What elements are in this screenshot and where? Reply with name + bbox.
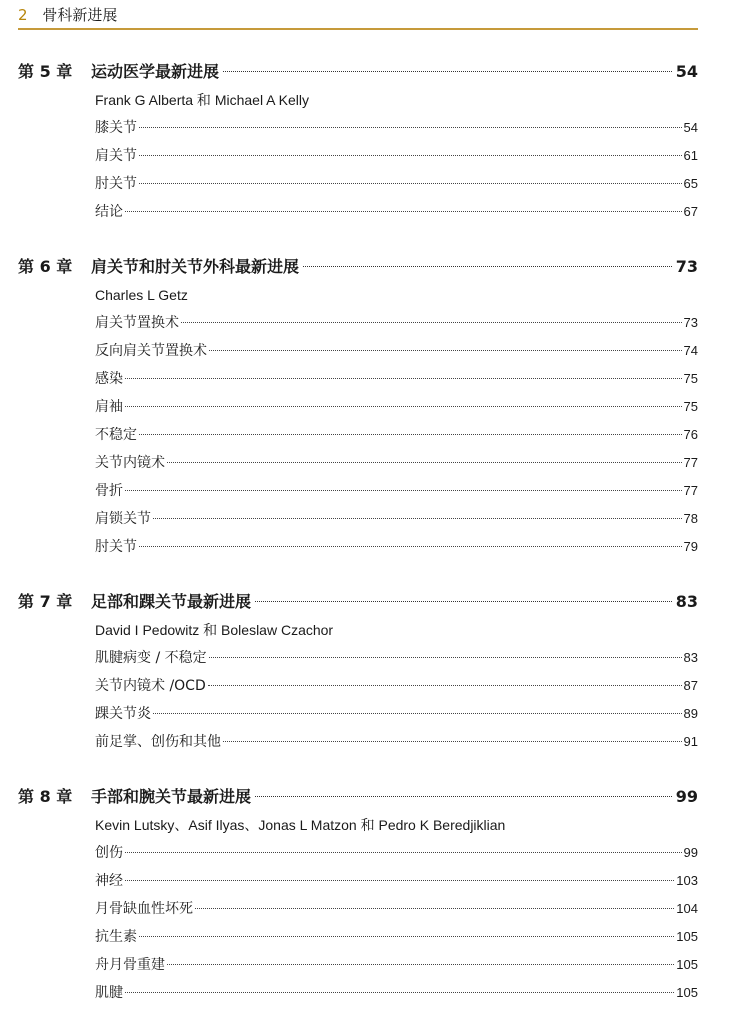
entry-title: 肘关节 bbox=[95, 176, 137, 192]
section-list bbox=[95, 644, 698, 756]
chapter-authors: Charles L Getz bbox=[95, 287, 188, 303]
entry-page-number: 61 bbox=[683, 148, 698, 163]
entry-title: 抗生素 bbox=[95, 929, 137, 945]
dot-leader bbox=[223, 71, 672, 72]
chapter-page-number: 83 bbox=[675, 592, 698, 611]
running-header bbox=[18, 4, 698, 28]
dot-leader bbox=[125, 852, 682, 853]
toc-entry[interactable] bbox=[95, 449, 698, 477]
toc-entry[interactable] bbox=[95, 477, 698, 505]
toc-entry[interactable] bbox=[95, 979, 698, 1007]
entry-page-number: 77 bbox=[683, 455, 698, 470]
entry-page-number: 105 bbox=[676, 929, 698, 944]
toc-entry[interactable] bbox=[95, 309, 698, 337]
chapter-authors: David I Pedowitz 和 Boleslaw Czachor bbox=[95, 622, 334, 638]
entry-page-number: 54 bbox=[683, 120, 698, 135]
entry-page-number: 105 bbox=[676, 985, 698, 1000]
dot-leader bbox=[255, 601, 672, 602]
chapter-label: 第 8 章 bbox=[18, 787, 73, 806]
entry-title: 关节内镜术 /OCD bbox=[95, 678, 206, 694]
dot-leader bbox=[153, 518, 682, 519]
entry-title: 创伤 bbox=[95, 845, 123, 861]
dot-leader bbox=[255, 796, 672, 797]
entry-title: 神经 bbox=[95, 873, 123, 889]
section-list bbox=[95, 114, 698, 226]
chapter-label: 第 5 章 bbox=[18, 62, 73, 81]
toc-entry[interactable] bbox=[95, 337, 698, 365]
chapter-5 bbox=[18, 58, 698, 226]
chapter-page-number: 99 bbox=[675, 787, 698, 806]
dot-leader bbox=[181, 322, 682, 323]
entry-title: 月骨缺血性坏死 bbox=[95, 901, 193, 917]
entry-page-number: 79 bbox=[683, 539, 698, 554]
entry-page-number: 76 bbox=[683, 427, 698, 442]
dot-leader bbox=[139, 546, 682, 547]
chapter-6 bbox=[18, 253, 698, 561]
toc-entry[interactable] bbox=[95, 533, 698, 561]
dot-leader bbox=[209, 657, 682, 658]
section-list bbox=[95, 309, 698, 561]
chapter-heading[interactable] bbox=[18, 588, 698, 616]
toc-entry[interactable] bbox=[95, 170, 698, 198]
toc-entry[interactable] bbox=[95, 728, 698, 756]
chapter-authors: Kevin Lutsky、Asif Ilyas、Jonas L Matzon 和 Pedro K Beredjiklian bbox=[95, 817, 506, 833]
toc-entry[interactable] bbox=[95, 142, 698, 170]
dot-leader bbox=[209, 350, 682, 351]
toc-entry[interactable] bbox=[95, 951, 698, 979]
entry-title: 膝关节 bbox=[95, 120, 137, 136]
dot-leader bbox=[195, 908, 674, 909]
dot-leader bbox=[223, 741, 682, 742]
entry-page-number: 104 bbox=[676, 901, 698, 916]
dot-leader bbox=[303, 266, 672, 267]
toc-entry[interactable] bbox=[95, 839, 698, 867]
entry-title: 关节内镜术 bbox=[95, 455, 165, 471]
toc-entry[interactable] bbox=[95, 923, 698, 951]
book-title: 骨科新进展 bbox=[42, 6, 118, 24]
entry-title: 不稳定 bbox=[95, 427, 137, 443]
toc-entry[interactable] bbox=[95, 198, 698, 226]
dot-leader bbox=[125, 992, 674, 993]
chapter-label: 第 6 章 bbox=[18, 257, 73, 276]
chapter-page-number: 54 bbox=[675, 62, 698, 81]
page-number: 2 bbox=[18, 6, 28, 24]
entry-title: 感染 bbox=[95, 371, 123, 387]
entry-page-number: 65 bbox=[683, 176, 698, 191]
section-list bbox=[95, 839, 698, 1007]
entry-page-number: 73 bbox=[683, 315, 698, 330]
entry-title: 肌腱 bbox=[95, 985, 123, 1001]
entry-page-number: 77 bbox=[683, 483, 698, 498]
toc-entry[interactable] bbox=[95, 365, 698, 393]
entry-title: 踝关节炎 bbox=[95, 706, 151, 722]
chapter-title: 手部和腕关节最新进展 bbox=[91, 787, 252, 806]
toc-entry[interactable] bbox=[95, 393, 698, 421]
entry-page-number: 89 bbox=[683, 706, 698, 721]
entry-title: 骨折 bbox=[95, 483, 123, 499]
header-rule bbox=[18, 28, 698, 30]
entry-page-number: 75 bbox=[683, 371, 698, 386]
entry-title: 结论 bbox=[95, 204, 123, 220]
dot-leader bbox=[208, 685, 682, 686]
toc-entry[interactable] bbox=[95, 505, 698, 533]
chapter-title: 足部和踝关节最新进展 bbox=[91, 592, 252, 611]
dot-leader bbox=[153, 713, 682, 714]
entry-page-number: 78 bbox=[683, 511, 698, 526]
entry-title: 舟月骨重建 bbox=[95, 957, 165, 973]
dot-leader bbox=[125, 490, 682, 491]
chapter-heading[interactable] bbox=[18, 253, 698, 281]
dot-leader bbox=[125, 406, 682, 407]
toc-entry[interactable] bbox=[95, 114, 698, 142]
toc-entry[interactable] bbox=[95, 700, 698, 728]
entry-page-number: 83 bbox=[683, 650, 698, 665]
dot-leader bbox=[139, 127, 682, 128]
entry-title: 前足掌、创伤和其他 bbox=[95, 734, 221, 750]
dot-leader bbox=[125, 378, 682, 379]
chapter-title: 运动医学最新进展 bbox=[91, 62, 220, 81]
entry-title: 肩袖 bbox=[95, 399, 123, 415]
entry-page-number: 74 bbox=[683, 343, 698, 358]
entry-page-number: 67 bbox=[683, 204, 698, 219]
dot-leader bbox=[139, 155, 682, 156]
entry-page-number: 103 bbox=[676, 873, 698, 888]
chapter-authors: Frank G Alberta 和 Michael A Kelly bbox=[95, 92, 309, 108]
table-of-contents bbox=[18, 58, 698, 1034]
toc-entry[interactable] bbox=[95, 672, 698, 700]
dot-leader bbox=[125, 880, 674, 881]
entry-title: 肩锁关节 bbox=[95, 511, 151, 527]
entry-page-number: 75 bbox=[683, 399, 698, 414]
toc-entry[interactable] bbox=[95, 895, 698, 923]
entry-page-number: 87 bbox=[683, 678, 698, 693]
dot-leader bbox=[125, 211, 682, 212]
dot-leader bbox=[139, 183, 682, 184]
chapter-title: 肩关节和肘关节外科最新进展 bbox=[91, 257, 300, 276]
entry-title: 肩关节置换术 bbox=[95, 315, 179, 331]
entry-title: 肘关节 bbox=[95, 539, 137, 555]
entry-title: 肌腱病变 / 不稳定 bbox=[95, 650, 207, 666]
dot-leader bbox=[167, 462, 682, 463]
toc-entry[interactable] bbox=[95, 421, 698, 449]
entry-page-number: 99 bbox=[683, 845, 698, 860]
chapter-heading[interactable] bbox=[18, 58, 698, 86]
chapter-heading[interactable] bbox=[18, 783, 698, 811]
dot-leader bbox=[167, 964, 674, 965]
entry-page-number: 91 bbox=[683, 734, 698, 749]
chapter-8 bbox=[18, 783, 698, 1007]
chapter-label: 第 7 章 bbox=[18, 592, 73, 611]
entry-page-number: 105 bbox=[676, 957, 698, 972]
dot-leader bbox=[139, 434, 682, 435]
toc-entry[interactable] bbox=[95, 867, 698, 895]
entry-title: 反向肩关节置换术 bbox=[95, 343, 207, 359]
entry-title: 肩关节 bbox=[95, 148, 137, 164]
dot-leader bbox=[139, 936, 674, 937]
chapter-page-number: 73 bbox=[675, 257, 698, 276]
toc-entry[interactable] bbox=[95, 644, 698, 672]
chapter-7 bbox=[18, 588, 698, 756]
